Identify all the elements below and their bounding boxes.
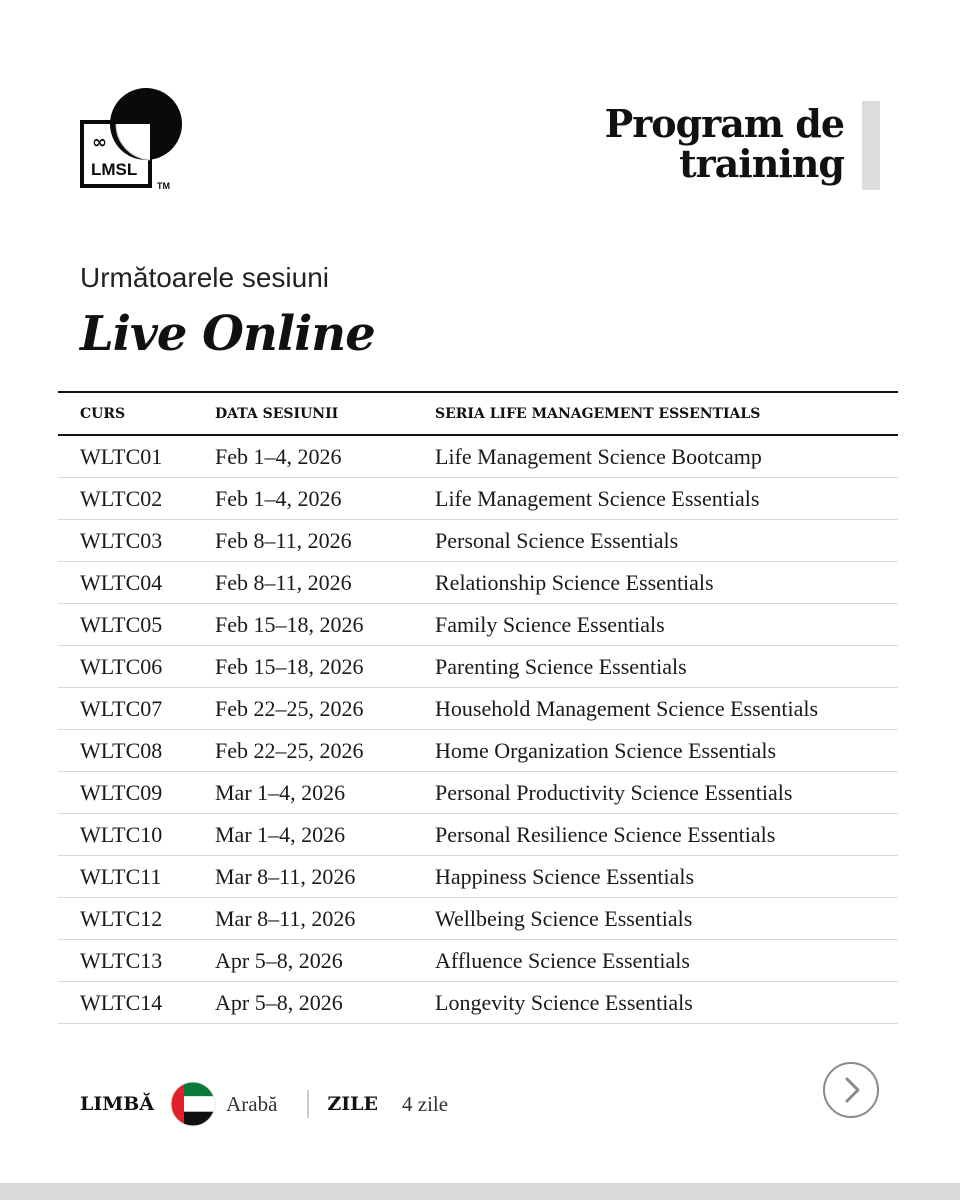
table-row	[58, 688, 898, 730]
session-date: Feb 1–4, 2026	[215, 443, 342, 469]
table-row	[58, 520, 898, 562]
logo-trademark: TM	[157, 181, 170, 191]
program-title-line1: Program de	[604, 101, 844, 146]
course-code: WLTC02	[80, 485, 163, 511]
program-title	[604, 101, 844, 186]
days-label: ZILE	[327, 1093, 379, 1115]
bottom-strip	[0, 1183, 960, 1200]
language-label: LIMBĂ	[80, 1093, 155, 1115]
table-row	[58, 940, 898, 982]
session-date: Feb 15–18, 2026	[215, 611, 364, 637]
course-title: Family Science Essentials	[435, 611, 665, 637]
course-code: WLTC07	[80, 695, 163, 721]
session-date: Feb 15–18, 2026	[215, 653, 364, 679]
course-code: WLTC11	[80, 863, 162, 889]
session-date: Mar 8–11, 2026	[215, 905, 356, 931]
footer-divider	[307, 1090, 309, 1118]
course-code: WLTC05	[80, 611, 163, 637]
logo-symbol: ∞	[92, 132, 107, 153]
course-title: Life Management Science Bootcamp	[435, 443, 762, 469]
table-row	[58, 730, 898, 772]
session-date: Mar 1–4, 2026	[215, 779, 346, 805]
table-row	[58, 982, 898, 1024]
session-date: Feb 8–11, 2026	[215, 569, 352, 595]
session-date: Feb 8–11, 2026	[215, 527, 352, 553]
session-date: Mar 8–11, 2026	[215, 863, 356, 889]
table-row	[58, 436, 898, 478]
course-code: WLTC03	[80, 527, 163, 553]
table-row	[58, 898, 898, 940]
section-headline: Live Online	[80, 306, 375, 362]
session-date: Feb 1–4, 2026	[215, 485, 342, 511]
course-code: WLTC01	[80, 443, 163, 469]
session-date: Apr 5–8, 2026	[215, 989, 343, 1015]
course-code: WLTC09	[80, 779, 163, 805]
session-date: Feb 22–25, 2026	[215, 737, 364, 763]
course-title: Home Organization Science Essentials	[435, 737, 777, 763]
table-row	[58, 856, 898, 898]
course-title: Wellbeing Science Essentials	[435, 905, 693, 931]
table-row	[58, 646, 898, 688]
title-accent-bar	[862, 101, 880, 190]
course-code: WLTC06	[80, 653, 163, 679]
program-title-line2: training	[679, 141, 844, 186]
session-date: Mar 1–4, 2026	[215, 821, 346, 847]
schedule-table	[58, 391, 898, 1024]
course-code: WLTC12	[80, 905, 163, 931]
language-value: Arabă	[226, 1091, 278, 1116]
days-value: 4 zile	[402, 1091, 449, 1116]
course-title: Personal Resilience Science Essentials	[435, 821, 776, 847]
table-row	[58, 814, 898, 856]
session-info-footer	[80, 1080, 448, 1128]
course-title: Happiness Science Essentials	[435, 863, 695, 889]
course-title: Personal Science Essentials	[435, 527, 679, 553]
course-code: WLTC04	[80, 569, 163, 595]
next-slide-button[interactable]	[822, 1061, 880, 1119]
course-code: WLTC08	[80, 737, 163, 763]
course-code: WLTC10	[80, 821, 163, 847]
course-title: Personal Productivity Science Essentials	[435, 779, 793, 805]
chevron-right-icon	[822, 1061, 880, 1119]
course-title: Parenting Science Essentials	[435, 653, 687, 679]
session-date: Feb 22–25, 2026	[215, 695, 364, 721]
column-header-course: CURS	[80, 405, 126, 422]
uae-flag-icon	[170, 1081, 216, 1127]
course-title: Life Management Science Essentials	[435, 485, 760, 511]
course-title: Relationship Science Essentials	[435, 569, 714, 595]
column-header-date: DATA SESIUNII	[215, 405, 339, 422]
course-title: Household Management Science Essentials	[435, 695, 819, 721]
table-row	[58, 604, 898, 646]
table-row	[58, 478, 898, 520]
session-date: Apr 5–8, 2026	[215, 947, 343, 973]
course-code: WLTC14	[80, 989, 163, 1015]
lmsl-logo	[80, 88, 190, 198]
course-title: Longevity Science Essentials	[435, 989, 693, 1015]
table-header-row	[58, 393, 898, 436]
course-code: WLTC13	[80, 947, 163, 973]
course-title: Affluence Science Essentials	[435, 947, 690, 973]
table-row	[58, 772, 898, 814]
table-row	[58, 562, 898, 604]
section-subtitle: Următoarele sesiuni	[80, 262, 329, 293]
column-header-series: SERIA LIFE MANAGEMENT ESSENTIALS	[435, 405, 761, 422]
logo-text: LMSL	[91, 160, 138, 179]
